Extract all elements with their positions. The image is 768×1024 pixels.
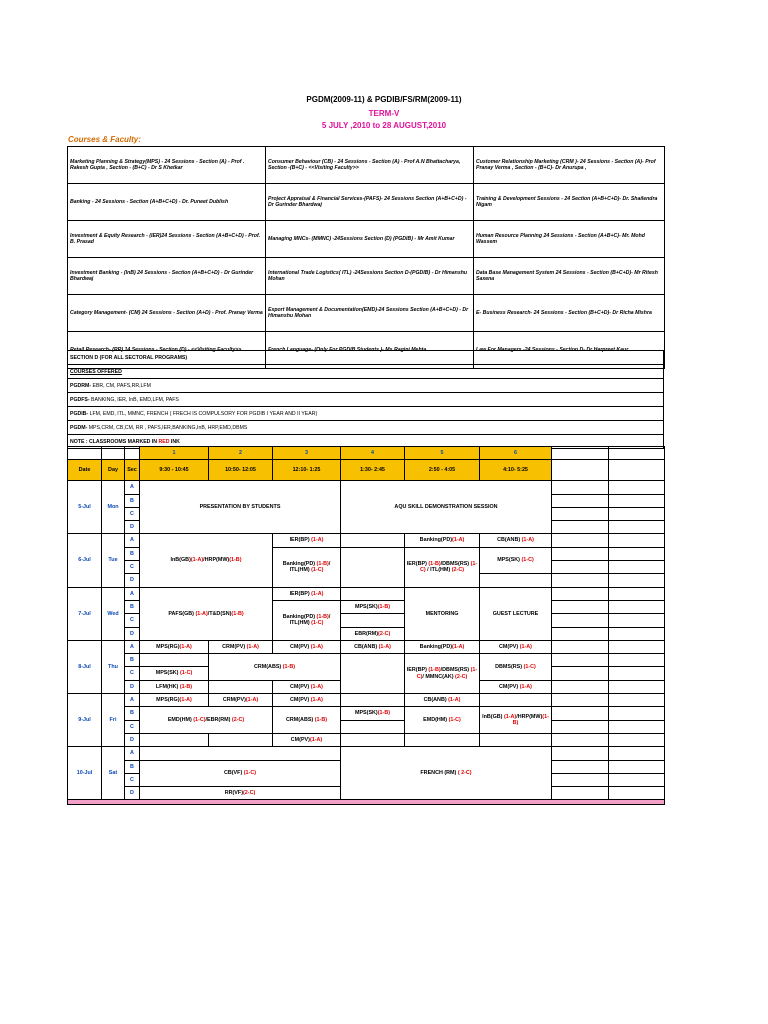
col-header: Day — [102, 460, 125, 481]
col-header: 4:10- 5:25 — [480, 460, 552, 481]
courses-table — [67, 146, 665, 369]
course-cell: Consumer Behaviour (CB) - 24 Sessions - Section (A) - Prof A.N Bhattacharya, Section -(B+C) - <<Visiting Faculty>> — [266, 147, 474, 184]
section-cell: D — [125, 680, 140, 693]
date-cell: 9-Jul — [68, 694, 102, 747]
col-header: 9:30 - 10:45 — [140, 460, 209, 481]
class-cell: Banking(PD)(1-A) — [405, 640, 480, 653]
course-row — [68, 221, 665, 258]
day-cell: Tue — [102, 534, 125, 587]
course-cell: International Trade Logistics( ITL) -24Sessions Section D-(PGDIB) - Dr Himanshu Mohan — [266, 258, 474, 295]
section-cell: B — [125, 654, 140, 667]
course-cell: Banking - 24 Sessions - Section (A+B+C+D) - Dr. Puneet Dublish — [68, 184, 266, 221]
header-row — [68, 460, 665, 481]
slot-number: 4 — [341, 447, 405, 460]
pgdrm-row: PGDRM- EBR, CM, PAFS,RR,LFM — [68, 379, 664, 393]
schedule-table — [67, 446, 665, 805]
class-cell: CM(PV) (1-A) — [273, 680, 341, 693]
class-cell: Banking(PD) (1-B)/ ITL(HM) (1-C) — [273, 547, 341, 587]
class-cell: CM(PV)(1-A) — [273, 733, 341, 746]
class-cell: InB(GB)(1-A)/HRP(MW)(1-B) — [140, 534, 273, 587]
day-cell: Wed — [102, 587, 125, 640]
class-cell: CB(ANB) (1-A) — [405, 694, 480, 707]
class-cell: CM(PV) (1-A) — [480, 680, 552, 693]
date-cell: 6-Jul — [68, 534, 102, 587]
class-cell: CM(PV) (1-A) — [273, 640, 341, 653]
course-cell: Export Management & Documentation(EMD)-24 Sessions Section (A+B+C+D) - Dr Himanshu Mohan — [266, 295, 474, 332]
section-cell: C — [125, 773, 140, 786]
course-row — [68, 184, 665, 221]
section-cell: C — [125, 507, 140, 520]
class-cell: RR(VF)(2-C) — [140, 787, 341, 800]
term-title: TERM-V — [368, 109, 400, 118]
class-cell: CM(PV) (1-A) — [480, 640, 552, 653]
slot-number: 6 — [480, 447, 552, 460]
course-row — [68, 295, 665, 332]
section-cell: C — [125, 720, 140, 733]
section-cell: A — [125, 481, 140, 494]
class-cell: MPS(SK) (1-C) — [140, 667, 209, 680]
slot-number: 5 — [405, 447, 480, 460]
class-cell: EBR(RM)(2-C) — [341, 627, 405, 640]
mentoring-cell: MENTORING — [405, 587, 480, 640]
class-cell: CB(VF) (1-C) — [140, 760, 341, 787]
section-cell: A — [125, 640, 140, 653]
class-cell: Banking(PD) (1-B)/ ITL(HM) (1-C) — [273, 600, 341, 640]
section-cell: D — [125, 733, 140, 746]
course-row — [68, 147, 665, 184]
section-cell: A — [125, 694, 140, 707]
col-header: 2:50 - 4:05 — [405, 460, 480, 481]
slot-number: 1 — [140, 447, 209, 460]
classroom-note: NOTE : CLASSROOMS MARKED IN RED INK — [68, 435, 664, 449]
class-cell: IER(BP) (1-B)/DBMS(RS) (1-C)/ MMNC(AK) (2-C) — [405, 654, 480, 694]
date-cell: 5-Jul — [68, 481, 102, 534]
aqu-block: AQU SKILL DEMONSTRATION SESSION — [341, 481, 552, 534]
slot-number: 2 — [209, 447, 273, 460]
class-cell: IER(BP) (1-B)/DBMS(RS) (1-C) / ITL(HM) (2-C) — [405, 547, 480, 587]
section-cell: A — [125, 587, 140, 600]
class-cell: CRM(PV) (1-A) — [209, 640, 273, 653]
pgdm-row: PGDM- MPS,CRM, CB,CM, RR , PAFS,IER,BANKING,InB, HRP,EMD,DBMS — [68, 421, 664, 435]
slot-number-row — [68, 447, 665, 460]
class-cell: MPS(SK)(1-B) — [341, 707, 405, 720]
class-cell: MPS(RG)(1-A) — [140, 640, 209, 653]
course-cell: Investment & Equity Research - (IER)24 Sessions - Section (A+B+C+D) - Prof. B. Prasad — [68, 221, 266, 258]
section-cell: B — [125, 600, 140, 613]
course-row — [68, 258, 665, 295]
section-cell: D — [125, 574, 140, 587]
col-header: Sec — [125, 460, 140, 481]
section-cell: B — [125, 707, 140, 720]
section-cell: D — [125, 787, 140, 800]
class-cell: EMD(HM) (1-C)/EBR(RM) (2-C) — [140, 707, 273, 734]
course-cell: Category Management- (CM) 24 Sessions - Section (A+D) - Prof. Pranay Verma — [68, 295, 266, 332]
section-d-note: SECTION D (FOR ALL SECTORAL PROGRAMS) — [68, 351, 664, 365]
slot-number: 3 — [273, 447, 341, 460]
course-cell: Project Appraisal & Financial Services-(PAFS)- 24 Sessions Section (A+B+C+D) - Dr Gurinder Bhardwaj — [266, 184, 474, 221]
section-cell: B — [125, 760, 140, 773]
class-cell: MPS(SK)(1-B) — [341, 600, 405, 613]
section-cell: C — [125, 614, 140, 627]
class-cell: MPS(SK) (1-C) — [480, 547, 552, 574]
course-cell: Customer Relationship Marketing (CRM )- 24 Sessions - Section (A)- Prof Pranay Verma , Section - (B+C)- Dr Anurupa , — [474, 147, 665, 184]
class-cell: CM(PV) (1-A) — [273, 694, 341, 707]
course-cell: Retail Research- (RR) 14 Sessions - Section (D) - <<Visiting Faculty>> — [68, 332, 266, 369]
class-cell: CB(ANB) (1-A) — [480, 534, 552, 547]
day-cell: Fri — [102, 694, 125, 747]
class-cell: InB(GB) (1-A)/HRP(MW)(1-B) — [480, 707, 552, 734]
class-cell: DBMS(RS) (1-C) — [480, 654, 552, 681]
section-cell: C — [125, 561, 140, 574]
class-cell: LFM(HK) (1-B) — [140, 680, 209, 693]
section-cell: A — [125, 747, 140, 760]
class-cell: Banking(PD)(1-A) — [405, 534, 480, 547]
date-cell: 7-Jul — [68, 587, 102, 640]
courses-offered-heading: COURSES OFFERED — [68, 365, 664, 379]
date-cell: 8-Jul — [68, 640, 102, 693]
date-cell: 10-Jul — [68, 747, 102, 800]
guest-lecture-cell: GUEST LECTURE — [480, 587, 552, 640]
class-cell: IER(BP) (1-A) — [273, 587, 341, 600]
course-cell: E- Business Research- 24 Sessions - Section (B+C+D)- Dr Richa Mishra — [474, 295, 665, 332]
pgdfs-row: PGDFS- BANKING, IER, InB, EMD,LFM, PAFS — [68, 393, 664, 407]
course-cell: Investment Banking - (InB) 24 Sessions - Section (A+B+C+D) - Dr Gurinder Bhardwaj — [68, 258, 266, 295]
notes-table — [67, 350, 664, 449]
course-cell: Marketing Planning & Strategy(MPS) - 24 Sessions - Section (A) - Prof . Rakesh Gupta , Section - (B+C) - Dr S Khetkar — [68, 147, 266, 184]
course-cell: Managing MNCs- (MMNC) -24Sessions Section (D) (PGDIB) - Mr Amit Kumar — [266, 221, 474, 258]
program-title: PGDM(2009-11) & PGDIB/FS/RM(2009-11) — [306, 95, 462, 104]
course-cell: French Language- (Only For PGDIB Students )- Ms Ragini Mehta — [266, 332, 474, 369]
class-cell: CRM(ABS) (1-B) — [273, 707, 341, 734]
section-cell: B — [125, 547, 140, 560]
class-cell: MPS(RG)(1-A) — [140, 694, 209, 707]
section-cell: D — [125, 521, 140, 534]
pgdib-row: PGDIB- LFM, EMD, ITL, MMNC, FRENCH ( FRECH IS COMPULSORY FOR PGDIB I YEAR AND II YEAR) — [68, 407, 664, 421]
course-cell: Data Base Management System 24 Sessions - Section (B+C+D)- Mr Ritesh Saxena — [474, 258, 665, 295]
course-cell: Law For Managers -24 Sessions - Section D- Dr Harpreet Kaur — [474, 332, 665, 369]
day-cell: Mon — [102, 481, 125, 534]
col-header: Date — [68, 460, 102, 481]
class-cell: IER(BP) (1-A) — [273, 534, 341, 547]
day-cell: Sat — [102, 747, 125, 800]
col-header: 1:30- 2:45 — [341, 460, 405, 481]
section-cell: D — [125, 627, 140, 640]
section-cell: A — [125, 534, 140, 547]
class-cell: CRM(PV)(1-A) — [209, 694, 273, 707]
class-cell: EMD(HM) (1-C) — [405, 707, 480, 734]
class-cell: PAFS(GB) (1-A)/T&D(SN)(1-B) — [140, 587, 273, 640]
courses-label: Courses & Faculty: — [68, 135, 141, 144]
class-cell: FRENCH (RM) ( 2-C) — [341, 747, 552, 800]
day-cell: Thu — [102, 640, 125, 693]
col-header: 10:50- 12:05 — [209, 460, 273, 481]
course-cell: Human Resource Planning 24 Sessions - Section (A+B+C)- Mr. Mohd Wassem — [474, 221, 665, 258]
course-cell: Training & Development Sessions - 24 Section (A+B+C+D)- Dr. Shailendra Nigam — [474, 184, 665, 221]
section-cell: C — [125, 667, 140, 680]
col-header: 12:10- 1:25 — [273, 460, 341, 481]
term-dates: 5 JULY ,2010 to 28 AUGUST,2010 — [321, 121, 447, 130]
end-band — [68, 800, 665, 805]
presentation-block: PRESENTATION BY STUDENTS — [140, 481, 341, 534]
class-cell: CB(ANB) (1-A) — [341, 640, 405, 653]
section-cell: B — [125, 494, 140, 507]
class-cell: CRM(ABS) (1-B) — [209, 654, 341, 681]
